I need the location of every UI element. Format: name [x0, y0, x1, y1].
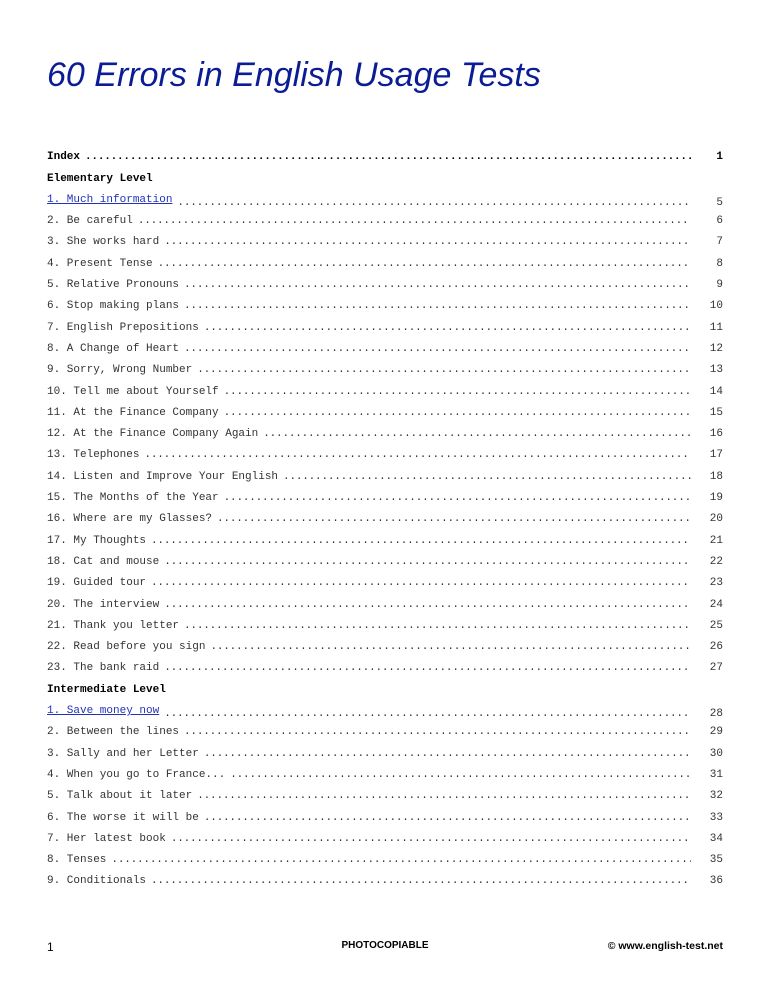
- toc-leader-dots: [184, 300, 691, 312]
- toc-leader-dots: [151, 875, 691, 887]
- toc-leader-dots: [158, 258, 691, 270]
- toc-section-heading: [47, 674, 723, 695]
- toc-leader-dots: [197, 364, 691, 376]
- toc-entry-label: 4. Present Tense: [47, 257, 153, 270]
- toc-entry[interactable]: [47, 312, 723, 333]
- footer-photocopiable: PHOTOCOPIABLE: [341, 940, 429, 951]
- toc-index-row[interactable]: [47, 142, 723, 163]
- toc-entry[interactable]: [47, 376, 723, 397]
- toc-entry[interactable]: [47, 270, 723, 291]
- table-of-contents: [47, 142, 723, 887]
- toc-entry-page: 10: [709, 300, 723, 313]
- toc-leader-dots: [197, 790, 691, 802]
- toc-entry[interactable]: [47, 206, 723, 227]
- page-footer: [47, 940, 723, 954]
- toc-entry-page: 12: [709, 342, 723, 355]
- toc-entry[interactable]: [47, 845, 723, 866]
- toc-leader-dots: [111, 854, 691, 866]
- toc-entry-page: 14: [709, 385, 723, 398]
- toc-entry-label: 10. Tell me about Yourself: [47, 385, 219, 398]
- toc-entry-label: 18. Cat and mouse: [47, 555, 160, 568]
- toc-entry[interactable]: [47, 504, 723, 525]
- toc-entry-page: 25: [709, 619, 723, 632]
- toc-entry-label: 7. Her latest book: [47, 832, 166, 845]
- toc-leader-dots: [184, 620, 691, 632]
- toc-entry[interactable]: [47, 291, 723, 312]
- toc-entry[interactable]: [47, 398, 723, 419]
- toc-entry-page: 16: [709, 428, 723, 441]
- toc-entry-label: 11. At the Finance Company: [47, 406, 219, 419]
- toc-entry-label: 19. Guided tour: [47, 577, 147, 590]
- toc-entry[interactable]: [47, 696, 723, 721]
- toc-entry-page: 35: [709, 854, 723, 867]
- toc-leader-dots: [184, 726, 691, 738]
- toc-leader-dots: [224, 492, 691, 504]
- toc-entry-page: 29: [709, 726, 723, 739]
- toc-leader-dots: [151, 577, 691, 589]
- toc-entry-page: 15: [709, 406, 723, 419]
- toc-entry-label: 9. Sorry, Wrong Number: [47, 364, 193, 377]
- toc-entry-page: 20: [709, 513, 723, 526]
- toc-entry[interactable]: [47, 738, 723, 759]
- toc-leader-dots: [164, 662, 691, 674]
- toc-leader-dots: [164, 556, 691, 568]
- toc-entry[interactable]: [47, 547, 723, 568]
- toc-leader-dots: [164, 708, 691, 720]
- toc-entry-page: 7: [716, 236, 723, 249]
- toc-leader-dots: [177, 197, 691, 209]
- toc-leader-dots: [138, 215, 691, 227]
- toc-entry-label: 17. My Thoughts: [47, 534, 147, 547]
- toc-entry-page: 8: [716, 257, 723, 270]
- toc-entry-page: 30: [709, 747, 723, 760]
- toc-entry-page: 9: [716, 279, 723, 292]
- toc-entry[interactable]: [47, 419, 723, 440]
- toc-entry-label: 2. Be careful: [47, 215, 133, 228]
- toc-entry[interactable]: [47, 248, 723, 269]
- toc-entry-label: 22. Read before you sign: [47, 641, 206, 654]
- toc-entry-label: 23. The bank raid: [47, 662, 160, 675]
- toc-entry-link[interactable]: 1. Much information: [47, 193, 173, 206]
- toc-leader-dots: [171, 833, 691, 845]
- toc-leader-dots: [224, 386, 691, 398]
- toc-entry[interactable]: [47, 334, 723, 355]
- toc-entry-label: 14. Listen and Improve Your English: [47, 470, 279, 483]
- toc-entry-page: 13: [709, 364, 723, 377]
- toc-entry-label: 8. A Change of Heart: [47, 342, 180, 355]
- toc-entry-page: 28: [709, 708, 723, 721]
- toc-entry-page: 18: [709, 470, 723, 483]
- toc-entry-label: 8. Tenses: [47, 854, 107, 867]
- toc-index-page: 1: [716, 151, 723, 164]
- toc-entry[interactable]: [47, 802, 723, 823]
- toc-entry[interactable]: [47, 483, 723, 504]
- toc-entry[interactable]: [47, 760, 723, 781]
- toc-leader-dots: [263, 428, 691, 440]
- toc-entry-label: 12. At the Finance Company Again: [47, 428, 259, 441]
- toc-section-heading: [47, 163, 723, 184]
- toc-entry-page: 19: [709, 492, 723, 505]
- toc-entry-page: 24: [709, 598, 723, 611]
- toc-entry[interactable]: [47, 781, 723, 802]
- toc-entry-label: 4. When you go to France...: [47, 768, 226, 781]
- toc-entry[interactable]: [47, 589, 723, 610]
- toc-entry-label: 21. Thank you letter: [47, 619, 180, 632]
- toc-entry-page: 26: [709, 641, 723, 654]
- toc-entry-label: 3. She works hard: [47, 236, 160, 249]
- toc-entry-label: 3. Sally and her Letter: [47, 747, 199, 760]
- toc-entry-page: 33: [709, 811, 723, 824]
- toc-leader-dots: [217, 513, 691, 525]
- toc-leader-dots: [184, 279, 691, 291]
- toc-entry-label: 6. Stop making plans: [47, 300, 180, 313]
- toc-leader-dots: [144, 449, 691, 461]
- toc-entry-label: 13. Telephones: [47, 449, 140, 462]
- toc-entry[interactable]: [47, 866, 723, 887]
- toc-leader-dots: [230, 769, 691, 781]
- toc-entry[interactable]: [47, 653, 723, 674]
- toc-entry-page: 34: [709, 832, 723, 845]
- toc-entry[interactable]: [47, 717, 723, 738]
- toc-entry-page: 6: [716, 215, 723, 228]
- section-heading-label: Intermediate Level: [47, 683, 166, 696]
- toc-leader-dots: [224, 407, 691, 419]
- toc-entry-page: 11: [709, 321, 723, 334]
- toc-entry[interactable]: [47, 440, 723, 461]
- toc-leader-dots: [184, 343, 691, 355]
- toc-entry-page: 22: [709, 555, 723, 568]
- document-title: 60 Errors in English Usage Tests: [47, 56, 541, 94]
- toc-leader-dots: [210, 641, 691, 653]
- footer-copyright: © www.english-test.net: [607, 940, 723, 952]
- toc-leader-dots: [204, 812, 691, 824]
- toc-leader-dots: [164, 599, 691, 611]
- toc-entry[interactable]: [47, 568, 723, 589]
- toc-leader-dots: [204, 322, 691, 334]
- toc-entry-label: 16. Where are my Glasses?: [47, 513, 213, 526]
- toc-leader-dots: [164, 236, 691, 248]
- toc-entry[interactable]: [47, 185, 723, 209]
- toc-entry-page: 5: [716, 196, 723, 209]
- toc-entry[interactable]: [47, 632, 723, 653]
- toc-leader-dots: [283, 471, 691, 483]
- toc-entry-label: 5. Talk about it later: [47, 790, 193, 803]
- toc-entry-page: 32: [709, 790, 723, 803]
- toc-entry-page: 31: [709, 768, 723, 781]
- toc-entry[interactable]: [47, 355, 723, 376]
- toc-entry-page: 36: [709, 875, 723, 888]
- toc-entry-page: 27: [709, 662, 723, 675]
- toc-entry-label: 7. English Prepositions: [47, 321, 199, 334]
- toc-entry-label: 15. The Months of the Year: [47, 492, 219, 505]
- toc-leader-dots: [85, 151, 691, 163]
- toc-entry[interactable]: [47, 824, 723, 845]
- toc-entry-label: 20. The interview: [47, 598, 160, 611]
- toc-entry[interactable]: [47, 525, 723, 546]
- toc-entry[interactable]: [47, 611, 723, 632]
- toc-entry-label: 9. Conditionals: [47, 875, 147, 888]
- toc-entry-label: 2. Between the lines: [47, 726, 180, 739]
- footer-page-number: 1: [47, 940, 54, 954]
- toc-entry-page: 17: [709, 449, 723, 462]
- toc-entry-label: 6. The worse it will be: [47, 811, 199, 824]
- toc-entry-link[interactable]: 1. Save money now: [47, 705, 160, 718]
- toc-entry-page: 21: [709, 534, 723, 547]
- toc-index-label: Index: [47, 151, 81, 164]
- toc-entry[interactable]: [47, 227, 723, 248]
- toc-leader-dots: [151, 535, 691, 547]
- toc-entry-label: 5. Relative Pronouns: [47, 279, 180, 292]
- toc-entry-page: 23: [709, 577, 723, 590]
- toc-entry[interactable]: [47, 461, 723, 482]
- section-heading-label: Elementary Level: [47, 172, 153, 185]
- toc-leader-dots: [204, 748, 691, 760]
